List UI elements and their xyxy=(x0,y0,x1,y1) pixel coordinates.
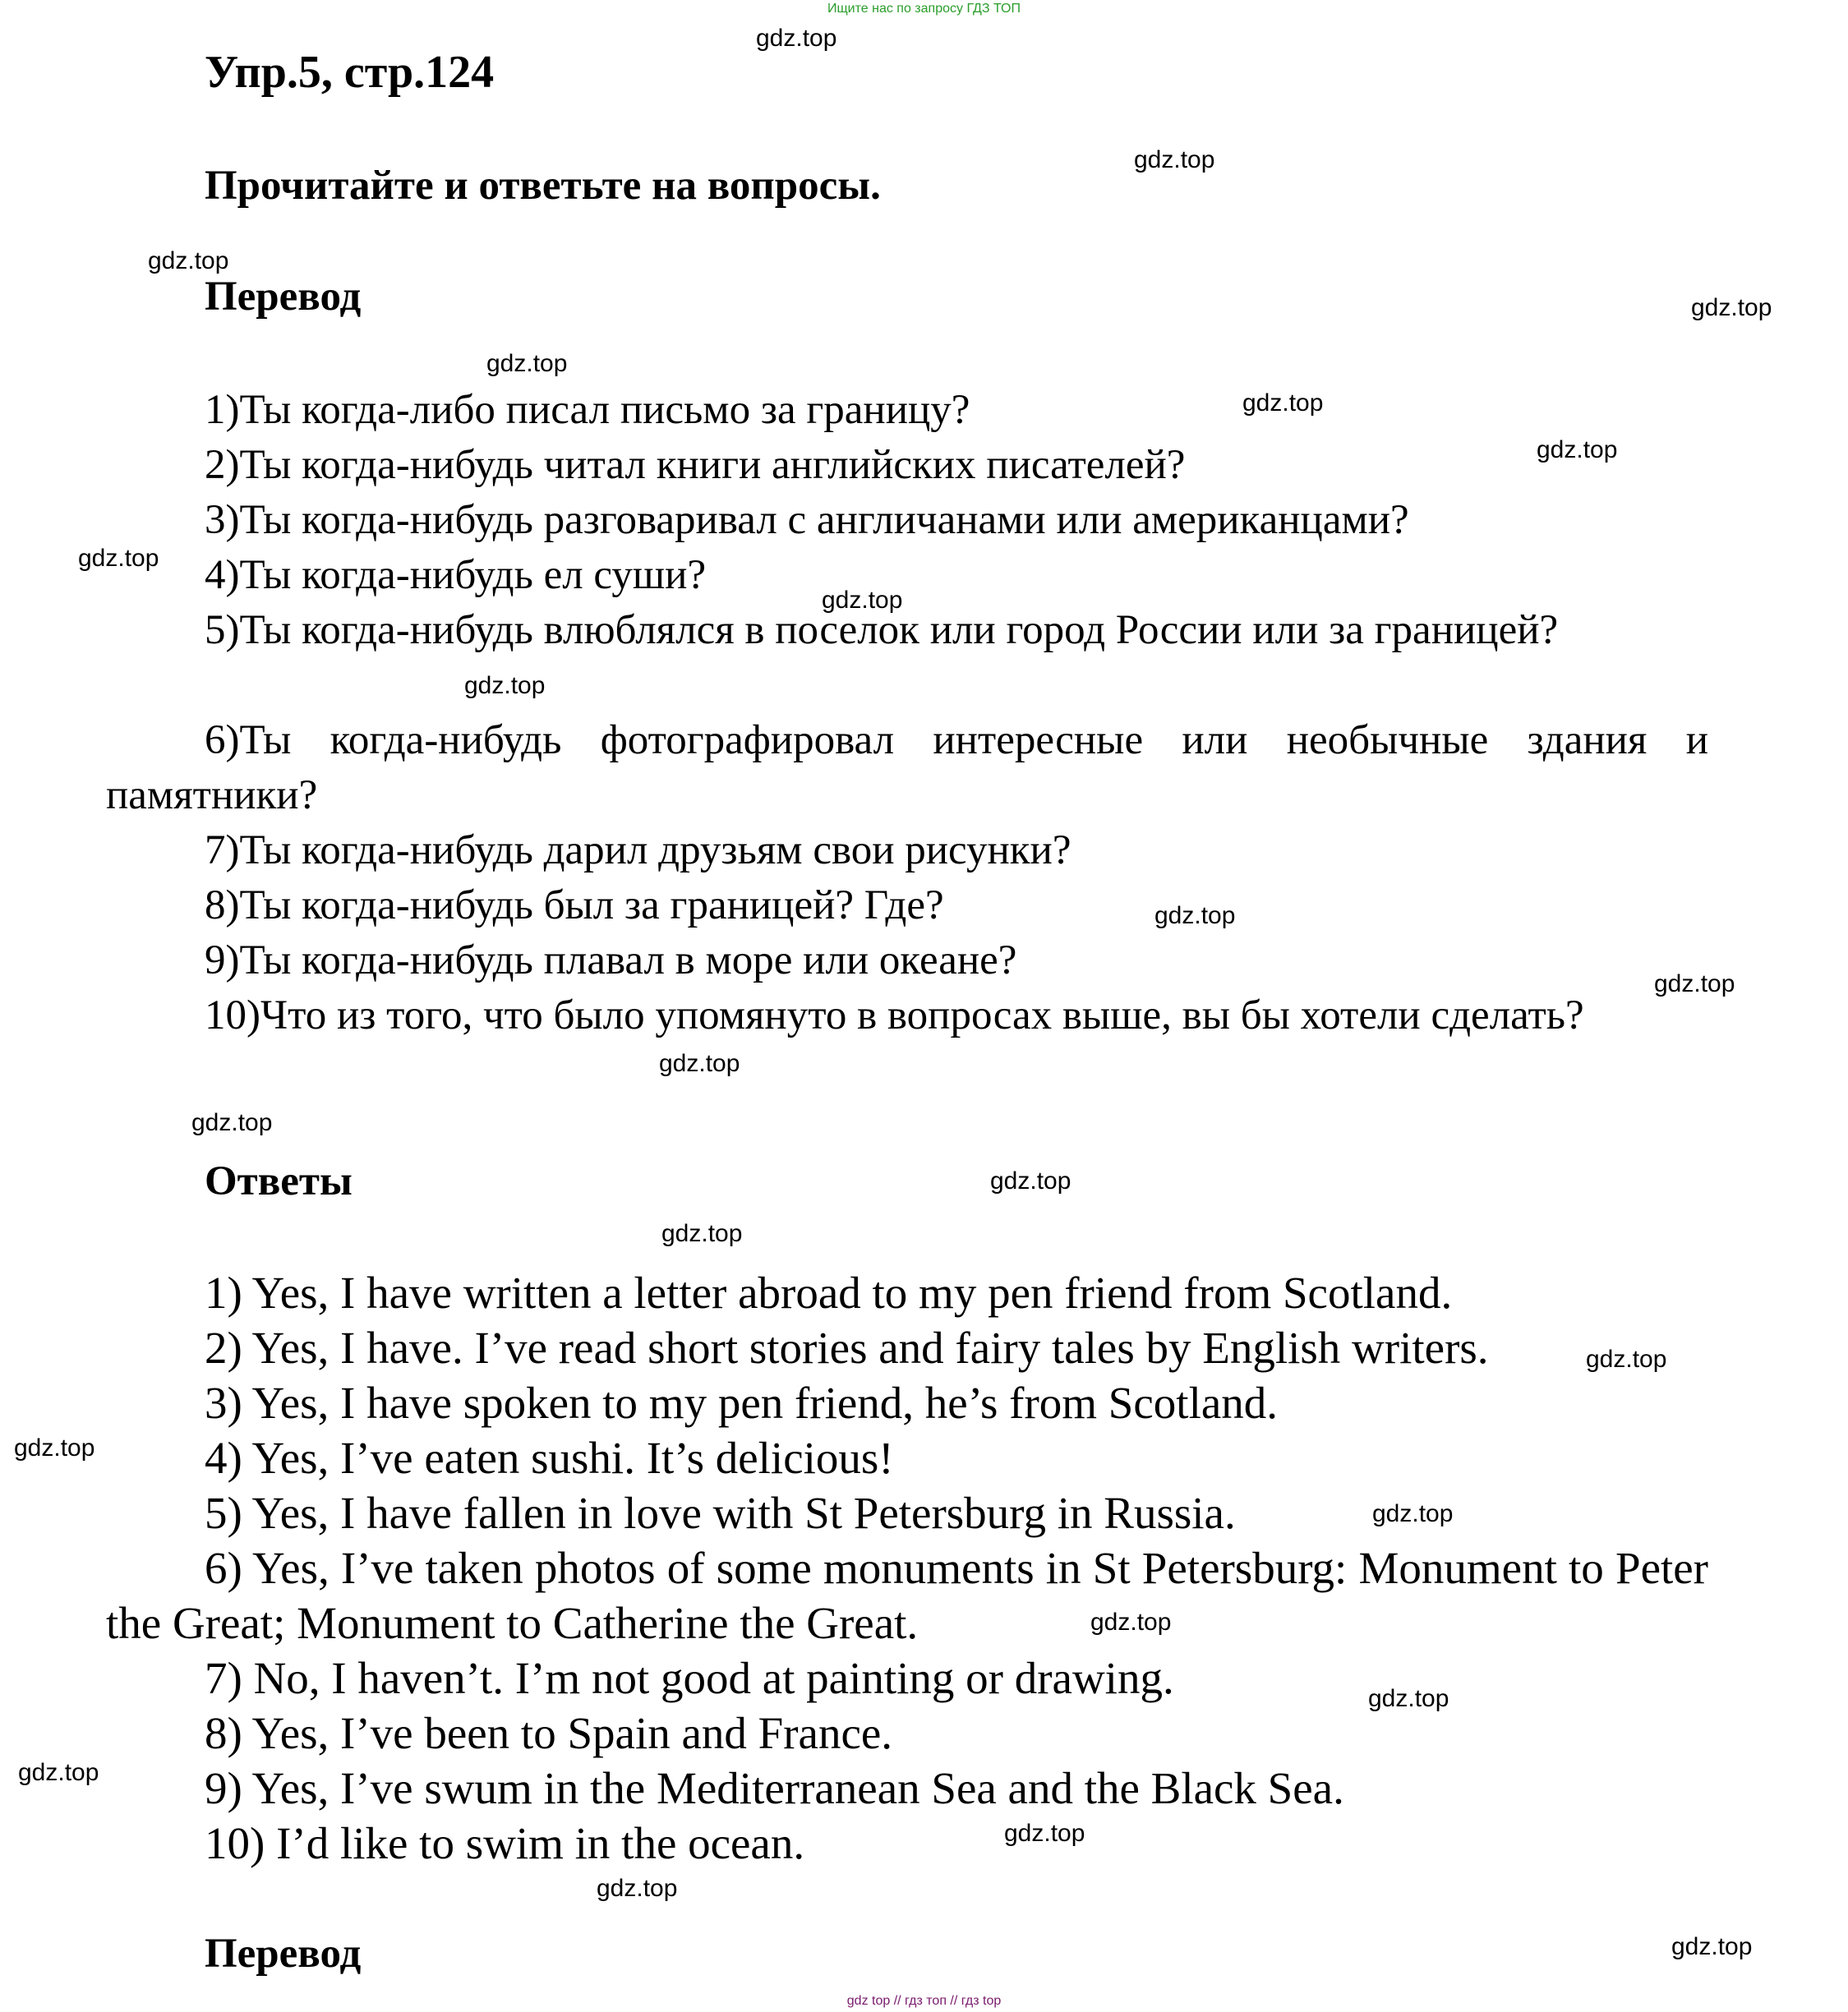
watermark: gdz.top xyxy=(1654,970,1735,997)
watermark: gdz.top xyxy=(756,25,837,52)
answers-heading: Ответы xyxy=(205,1158,353,1204)
question-5: 5)Ты когда-нибудь влюблялся в поселок или город России или за границей? xyxy=(205,607,1559,653)
answer-8: 8) Yes, I’ve been to Spain and France. xyxy=(205,1708,893,1758)
question-9: 9)Ты когда-нибудь плавал в море или океане? xyxy=(205,937,1017,983)
question-7: 7)Ты когда-нибудь дарил друзьям свои рисунки? xyxy=(205,827,1071,873)
instruction-heading: Прочитайте и ответьте на вопросы. xyxy=(205,163,881,209)
translation-heading-2: Перевод xyxy=(205,1931,362,1977)
watermark: gdz.top xyxy=(148,247,229,274)
question-10: 10)Что из того, что было упомянуто в вопросах выше, вы бы хотели сделать? xyxy=(205,992,1584,1038)
answer-10: 10) I’d like to swim in the ocean. xyxy=(205,1818,805,1868)
watermark: gdz.top xyxy=(990,1167,1071,1195)
watermark: gdz.top xyxy=(14,1434,95,1462)
watermark: gdz.top xyxy=(1671,1933,1753,1960)
watermark: gdz.top xyxy=(822,587,903,614)
watermark: gdz.top xyxy=(597,1875,678,1902)
question-4: 4)Ты когда-нибудь ел суши? xyxy=(205,552,707,598)
answer-5: 5) Yes, I have fallen in love with St Petersburg in Russia. xyxy=(205,1488,1236,1538)
answer-1: 1) Yes, I have written a letter abroad to my pen friend from Scotland. xyxy=(205,1268,1453,1318)
watermark: gdz.top xyxy=(661,1220,743,1247)
watermark: gdz.top xyxy=(486,350,568,377)
watermark: gdz.top xyxy=(1154,902,1236,929)
question-8: 8)Ты когда-нибудь был за границей? Где? xyxy=(205,882,944,928)
translation-heading: Перевод xyxy=(205,274,362,320)
answer-9: 9) Yes, I’ve swum in the Mediterranean Sea and the Black Sea. xyxy=(205,1763,1344,1813)
watermark: gdz.top xyxy=(1691,294,1772,321)
page-title: Упр.5, стр.124 xyxy=(205,47,495,98)
watermark: gdz.top xyxy=(1134,146,1215,173)
watermark: gdz.top xyxy=(1368,1685,1449,1712)
watermark: gdz.top xyxy=(659,1050,740,1077)
answer-2: 2) Yes, I have. I’ve read short stories and fairy tales by English writers. xyxy=(205,1323,1489,1373)
question-2: 2)Ты когда-нибудь читал книги английских писателей? xyxy=(205,442,1186,488)
watermark: gdz.top xyxy=(1242,389,1324,417)
header-note: Ищите нас по запросу ГДЗ ТОП xyxy=(827,2,1021,16)
question-6: 6)Ты когда-нибудь фотографировал интересные или необычные здания и памятники? xyxy=(106,717,1708,818)
answer-7: 7) No, I haven’t. I’m not good at painting or drawing. xyxy=(205,1653,1174,1703)
watermark: gdz.top xyxy=(1372,1500,1454,1527)
watermark: gdz.top xyxy=(1586,1346,1667,1373)
watermark: gdz.top xyxy=(191,1109,273,1136)
question-3: 3)Ты когда-нибудь разговаривал с англичанами или американцами? xyxy=(205,497,1409,543)
answer-4: 4) Yes, I’ve eaten sushi. It’s delicious! xyxy=(205,1433,894,1483)
watermark: gdz.top xyxy=(1090,1609,1172,1636)
watermark: gdz.top xyxy=(78,545,159,572)
watermark: gdz.top xyxy=(1537,436,1618,463)
watermark: gdz.top xyxy=(18,1759,99,1786)
watermark: gdz.top xyxy=(1004,1820,1085,1847)
answer-3: 3) Yes, I have spoken to my pen friend, he’s from Scotland. xyxy=(205,1378,1279,1428)
watermark: gdz.top xyxy=(464,672,546,699)
footer-note: gdz top // гдз топ // гдз top xyxy=(846,1994,1002,2008)
question-1: 1)Ты когда-либо писал письмо за границу? xyxy=(205,387,970,433)
answer-6: 6) Yes, I’ve taken photos of some monuments in St Petersburg: Monument to Peter the Great; Monument to Catherine the Great. xyxy=(106,1543,1708,1648)
